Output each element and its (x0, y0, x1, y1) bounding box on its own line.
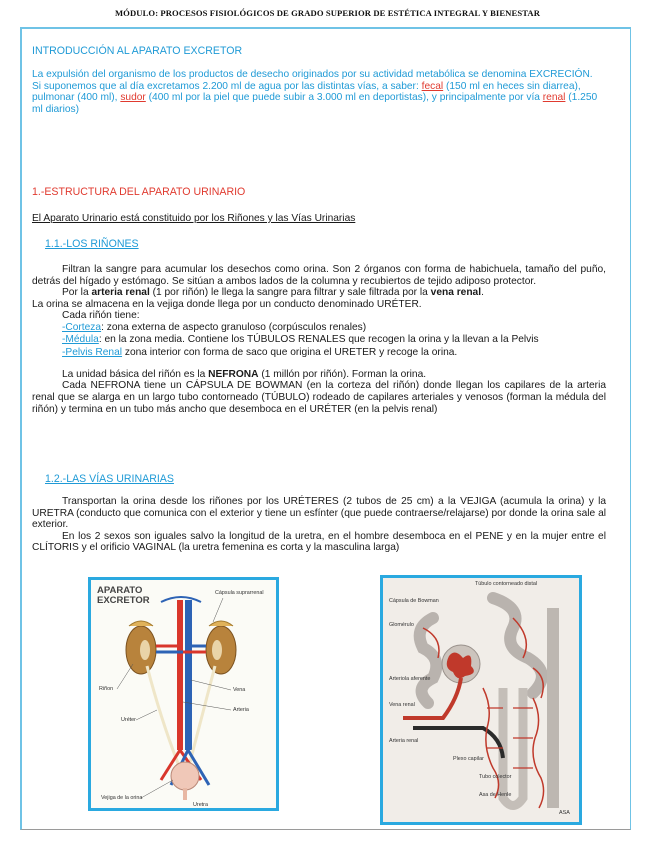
label-rinon: Riñon (99, 686, 114, 692)
renal-term: renal (542, 92, 566, 104)
label-uretra: Uretra (193, 802, 208, 808)
n-label-8: Tubo colector (479, 774, 512, 780)
pelvis-item (32, 347, 606, 359)
right-ureter-shape (189, 666, 215, 766)
intro-p2-d: (1.250 ml diarios) (32, 92, 598, 115)
label-vejiga: Vejiga de la orina (101, 795, 143, 801)
label-arteria: Arteria (233, 707, 249, 713)
n-label-1: Túbulo contorneado distal (475, 581, 538, 587)
kidneys-p6: Cada NEFRONA tiene un CÁPSULA DE BOWMAN (en la corteza del riñón) donde llegan los capilares de la arteria renal que se alarga en un largo tubo contorneado (TÚBULO) rodeado de capilares arteriales y venosos (forman la médula del riñón) y termina en un tubo más ancho que desemboca en el URÉTER (en la pelvis renal) (32, 380, 606, 415)
kidneys-p1: Filtran la sangre para acumular los desechos como orina. Son 2 órganos con forma de habichuela, tamaño del puño, detrás del hígado y estómago. Se sitúan a ambos lados de la columna y recubiertos de tejido adiposo protector. (32, 264, 606, 287)
sudor-term: sudor (120, 92, 146, 104)
n-label-3: Glomérulo (389, 622, 414, 628)
vena-cava-shape (185, 600, 192, 750)
n-label-9: Asa de Henle (479, 792, 512, 798)
excretory-diagram (91, 580, 276, 808)
medula-item (32, 334, 606, 346)
nefrona-term: NEFRONA (208, 368, 259, 380)
left-ureter-shape (147, 666, 179, 766)
arteria-term: arteria renal (91, 287, 150, 299)
intro-text (32, 69, 606, 115)
label-capsula: Cápsula suprarrenal (215, 590, 264, 596)
kidneys-body (32, 264, 606, 415)
kidneys-p5 (32, 369, 606, 381)
medula-link[interactable]: -Médula (62, 333, 99, 345)
kidneys-title: 1.1.-LOS RIÑONES (45, 238, 139, 250)
label-vena: Vena (233, 687, 246, 693)
left-adrenal-shape (129, 621, 153, 626)
ways-p2: En los 2 sexos son iguales salvo la longitud de la uretra, en el hombre desemboca en el PENE y en la mujer entre el CLÍTORIS y el orificio VAGINAL (la uretra femenina es corta y la masculina larga) (32, 530, 606, 554)
kidneys-p2 (32, 287, 606, 299)
ways-body (32, 496, 606, 554)
n-label-5: Vena renal (389, 702, 415, 708)
intro-p2-c: (400 ml por la piel que puede subir a 3.000 ml en deportistas), y principalmente por vía (145, 92, 543, 104)
kidneys-p5-a: La unidad básica del riñón es la (62, 368, 209, 380)
ways-title: 1.2.-LAS VÍAS URINARIAS (45, 473, 174, 485)
kidneys-p3: La orina se almacena en la vejiga donde llega por un conducto denominado URÉTER. (32, 298, 422, 310)
corteza-text: : zona externa de aspecto granuloso (corpúsculos renales) (101, 321, 367, 333)
aorta-shape (177, 600, 183, 750)
urethra-shape (183, 788, 187, 800)
ways-p1: Transportan la orina desde los riñones por los URÉTERES (2 tubos de 25 cm) a la VEJIGA (acumula la orina) y la URETRA (conducto que comunica con el exterior y tiene un esfínter (que puede contraerse/relajarse) por donde la orina sale al exterior. (32, 496, 606, 531)
fecal-term: fecal (421, 80, 444, 92)
right-adrenal-shape (209, 621, 233, 626)
n-label-7: Plexo capilar (453, 756, 484, 762)
intro-p2 (32, 81, 606, 116)
pelvis-link[interactable]: -Pelvis Renal (62, 347, 123, 359)
bladder-shape (171, 762, 199, 790)
kidneys-p5-b: (1 millón por riñón). Forman la orina. (258, 368, 427, 380)
n-label-10: ASA (559, 810, 570, 816)
nephron-figure (380, 575, 582, 825)
section1-title: 1.-ESTRUCTURA DEL APARATO URINARIO (32, 186, 246, 198)
figure1-title: APARATO EXCRETOR (97, 585, 150, 606)
medula-text: : en la zona media. Contiene los TÚBULOS RENALES que recogen la orina y la llevan a la Pelvis (98, 333, 539, 345)
kidneys-p2-c: . (481, 287, 484, 299)
vena-term: vena renal (430, 287, 482, 299)
corteza-item (32, 322, 606, 334)
left-pelvis-shape (140, 640, 150, 660)
n-label-2: Cápsula de Bowman (389, 598, 439, 604)
section1-subtitle: El Aparato Urinario está constituido por los Riñones y las Vías Urinarias (32, 213, 356, 224)
kidneys-p4: Cada riñón tiene: (62, 310, 140, 322)
pelvis-text: zona interior con forma de saco que origina el URETER y recoge la orina. (122, 347, 458, 359)
intro-p1: La expulsión del organismo de los productos de desecho originados por su actividad metabólica se denomina EXCRECIÓN. (32, 69, 593, 80)
n-label-4: Arteriola aferente (389, 676, 431, 682)
page-header: MÓDULO: PROCESOS FISIOLÓGICOS DE GRADO SUPERIOR DE ESTÉTICA INTEGRAL Y BIENESTAR (114, 8, 541, 18)
corteza-link[interactable]: -Corteza (62, 321, 102, 333)
excretory-system-figure (88, 577, 279, 811)
intro-title: INTRODUCCIÓN AL APARATO EXCRETOR (32, 45, 243, 57)
right-pelvis-shape (212, 640, 222, 660)
kidneys-p2-a: Por la (62, 287, 92, 299)
intro-p2-b: (150 ml en heces sin diarrea), pulmonar (400 ml), (32, 80, 581, 104)
n-label-6: Arteria renal (389, 738, 419, 744)
nephron-diagram (383, 578, 579, 822)
kidneys-p2-b: (1 por riñón) le llega la sangre para filtrar y sale filtrada por la (149, 287, 431, 299)
label-ureter: Uréter (121, 717, 136, 723)
intro-p2-a: Si suponemos que al día excretamos 2.200 ml de agua por las distintas vías, a saber: (32, 80, 422, 92)
